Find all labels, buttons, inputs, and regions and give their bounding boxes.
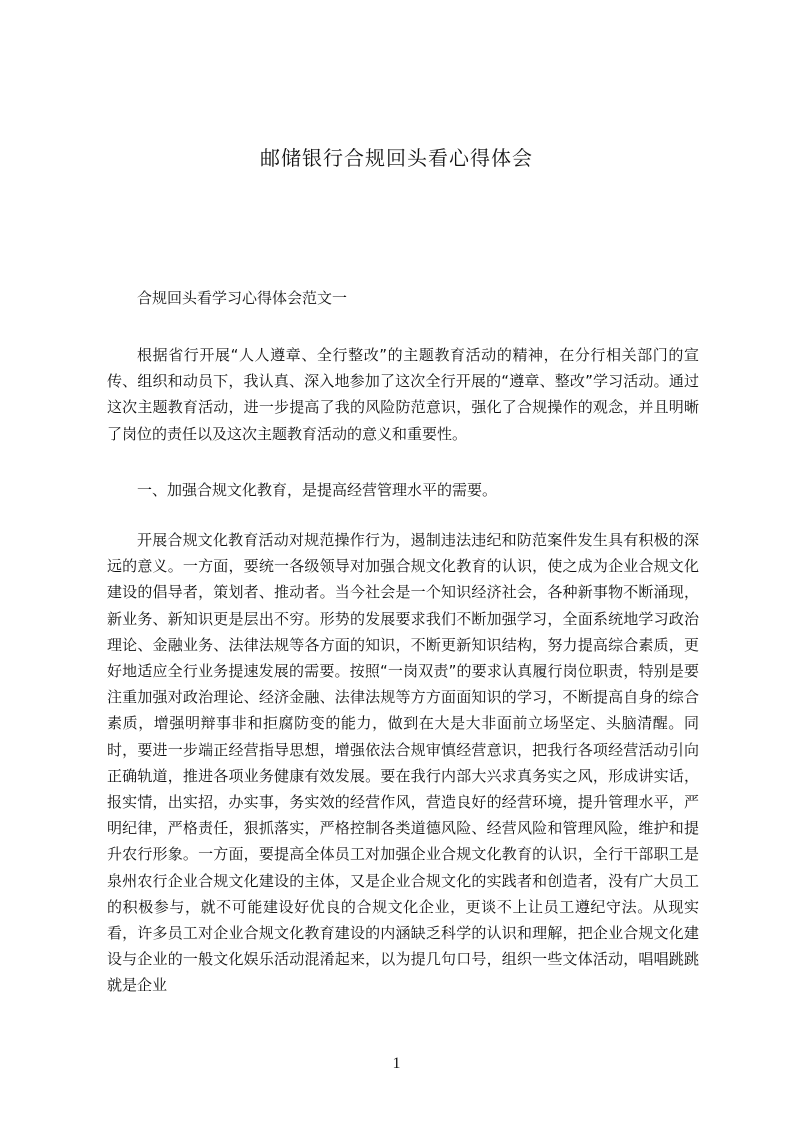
- page-number: 1: [392, 1055, 401, 1072]
- intro-paragraph: 根据省行开展“人人遵章、全行整改”的主题教育活动的精神，在分行相关部门的宣传、组织和动员下，我认真、深入地参加了这次全行开展的“遵章、整改”学习活动。通过这次主题教育活动，进一步提高了我的风险防范意识，强化了合规操作的观念，并且明晰了岗位的责任以及这次主题教育活动的意义和重要性。: [107, 346, 699, 443]
- section-heading-one: 一、加强合规文化教育，是提高经营管理水平的需要。: [137, 481, 498, 499]
- body-paragraph: 开展合规文化教育活动对规范操作行为，遏制违法违纪和防范案件发生具有积极的深远的意义。一方面，要统一各级领导对加强合规文化教育的认识，使之成为企业合规文化建设的倡导者，策划者、推动者。当今社会是一个知识经济社会，各种新事物不断涌现，新业务、新知识更是层出不穷。形势的发展要求我们不断加强学习，全面系统地学习政治理论、金融业务、法律法规等各方面的知识，不断更新知识结构，努力提高综合素质，更好地适应全行业务提速发展的需要。按照“一岗双责”的要求认真履行岗位职责，特别是要注重加强对政治理论、经济金融、法律法规等方方面面知识的学习，不断提高自身的综合素质，增强明辩事非和拒腐防变的能力，做到在大是大非面前立场坚定、头脑清醒。同时，要进一步端正经营指导思想，增强依法合规审慎经营意识，把我行各项经营活动引向正确轨道，推进各项业务健康有效发展。要在我行内部大兴求真务实之风，形成讲实话，报实情，出实招，办实事，务实效的经营作风，营造良好的经营环境，提升管理水平，严明纪律，严格责任，狠抓落实，严格控制各类道德风险、经营风险和管理风险，维护和提升农行形象。一方面，要提高全体员工对加强企业合规文化教育的认识，全行干部职工是泉州农行企业合规文化建设的主体，又是企业合规文化的实践者和创造者，没有广大员工的积极参与，就不可能建设好优良的合规文化企业，更谈不上让员工遵纪守法。从现实看，许多员工对企业合规文化教育建设的内涵缺乏科学的认识和理解，把企业合规文化建设与企业的一般文化娱乐活动混淆起来，以为提几句口号，组织一些文体活动，唱唱跳跳就是企业: [107, 531, 699, 995]
- document-title: 邮储银行合规回头看心得体会: [260, 146, 533, 170]
- section-label: 合规回头看学习心得体会范文一: [137, 289, 348, 307]
